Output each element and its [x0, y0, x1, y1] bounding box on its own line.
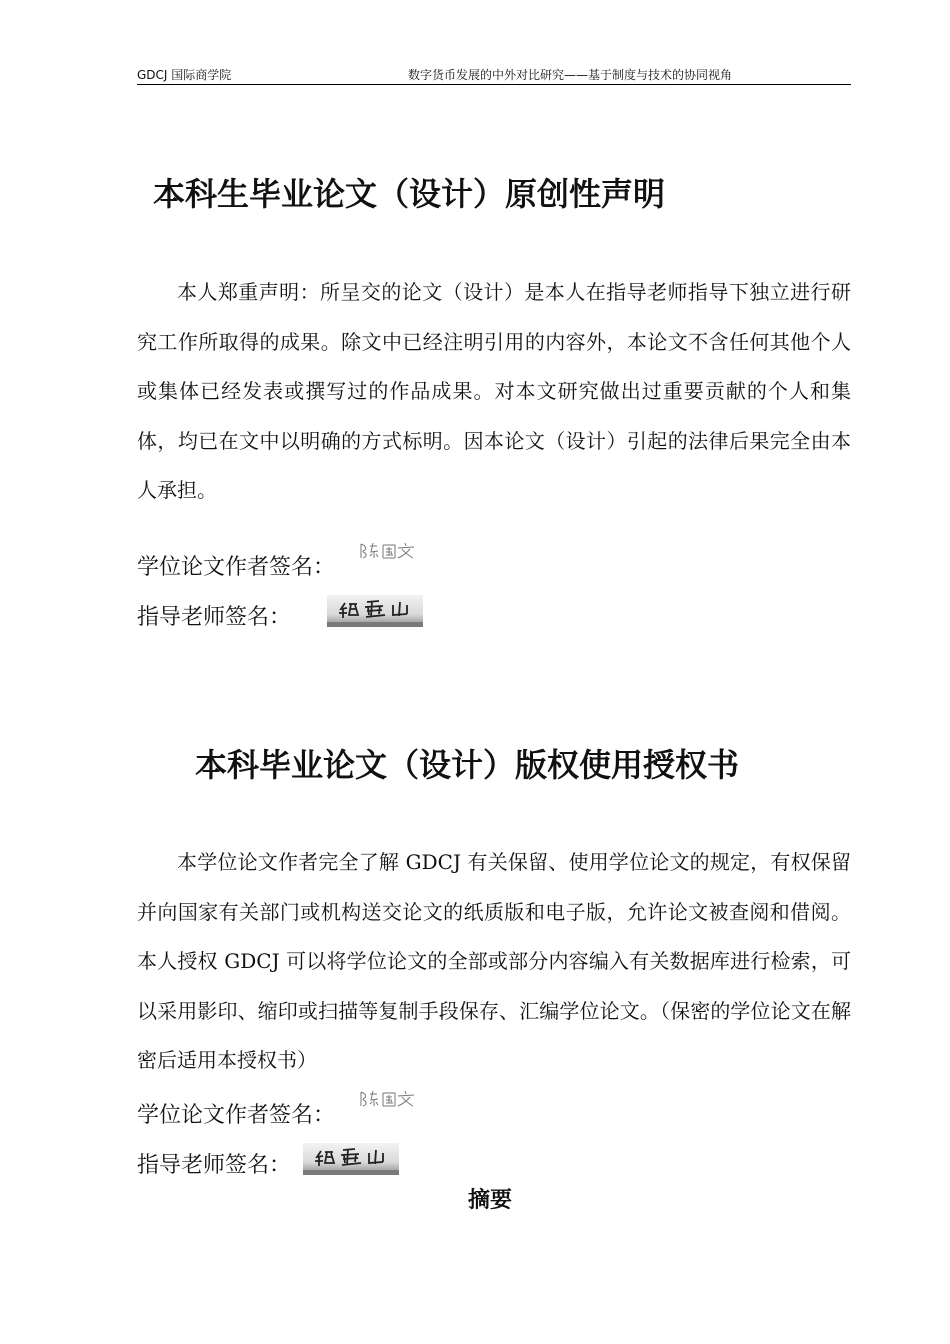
abstract-heading: 摘要 — [468, 1188, 513, 1213]
advisor-signature-image-2 — [303, 1143, 399, 1175]
advisor-signature-image — [327, 595, 423, 627]
page-header — [137, 66, 851, 85]
author-signature-image-2 — [358, 1088, 418, 1110]
declaration-title: 本科生毕业论文（设计）原创性声明 — [153, 175, 666, 213]
header-thesis-title: 数字货币发展的中外对比研究——基于制度与技术的协同视角 — [408, 68, 733, 82]
authorization-title: 本科毕业论文（设计）版权使用授权书 — [195, 746, 740, 784]
authorization-author-signature-label: 学位论文作者签名： — [137, 1103, 336, 1128]
declaration-author-signature-label: 学位论文作者签名： — [137, 555, 336, 580]
declaration-advisor-signature-label: 指导老师签名： — [137, 605, 292, 630]
header-school: GDCJ 国际商学院 — [137, 68, 232, 82]
authorization-advisor-signature-label: 指导老师签名： — [137, 1153, 292, 1178]
authorization-body: 本学位论文作者完全了解 GDCJ 有关保留、使用学位论文的规定，有权保留并向国家有关部门或机构送交论文的纸质版和电子版，允许论文被查阅和借阅。本人授权 GDCJ 可以将学位论文的全部或部分内容编入有关数据库进行检索，可以采用影印、缩印或扫描等复制手段保存、汇编学位论文。（保密的学位论文在解密后适用本授权书） — [137, 850, 851, 1072]
author-signature-image — [358, 540, 418, 562]
declaration-body: 本人郑重声明：所呈交的论文（设计）是本人在指导老师指导下独立进行研究工作所取得的成果。除文中已经注明引用的内容外，本论文不含任何其他个人或集体已经发表或撰写过的作品成果。对本文研究做出过重要贡献的个人和集体，均已在文中以明确的方式标明。因本论文（设计）引起的法律后果完全由本人承担。 — [137, 280, 851, 502]
